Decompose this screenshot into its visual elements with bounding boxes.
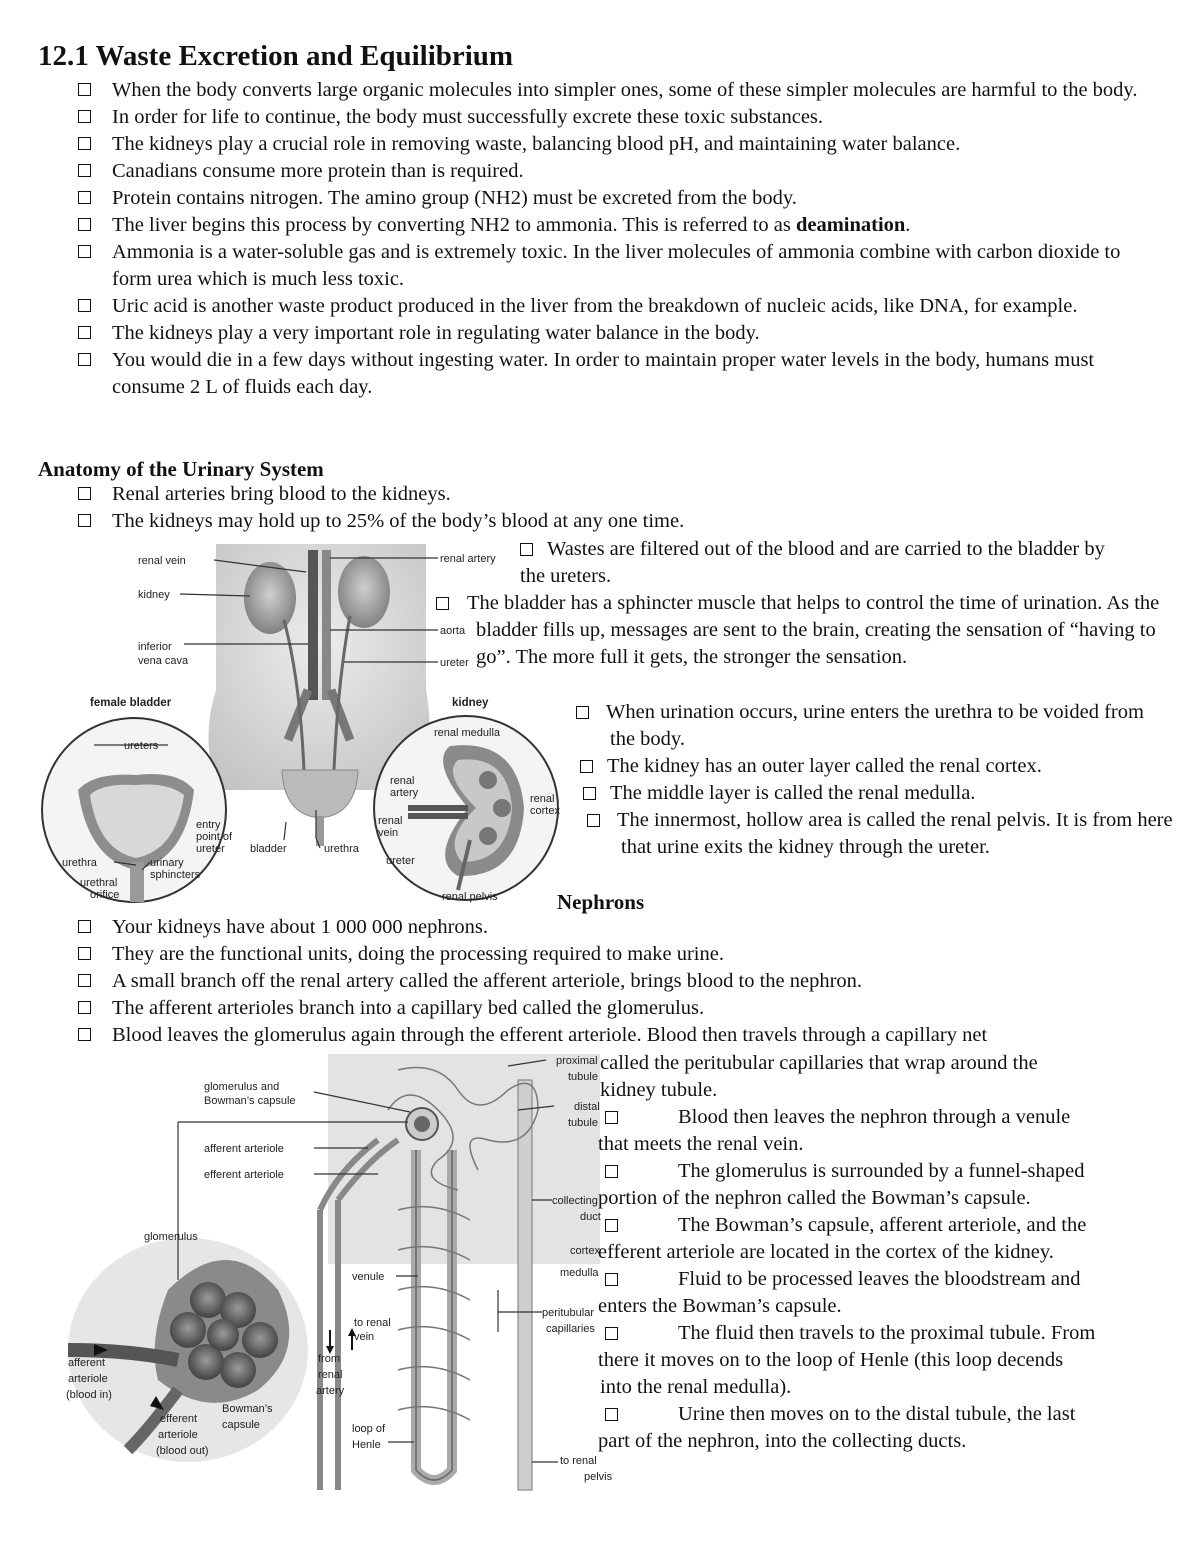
bullet-text: A small branch off the renal artery called the afferent arteriole, brings blood to the nephron. bbox=[112, 970, 863, 992]
bullet-text: The liver begins this process by converting NH2 to ammonia. This is referred to as bbox=[112, 214, 796, 236]
bullet-text: Blood leaves the glomerulus again through the efferent arteriole. Blood then travels through a capillary net bbox=[112, 1024, 988, 1046]
label-vein: vein bbox=[354, 1331, 375, 1343]
label-sphincters: sphincters bbox=[150, 869, 201, 881]
bullet-suffix: . bbox=[905, 214, 911, 236]
label-loop-of: loop of bbox=[352, 1423, 386, 1435]
checkbox-icon bbox=[78, 353, 91, 366]
label-blood-out: (blood out) bbox=[156, 1445, 209, 1457]
checkbox-icon bbox=[576, 706, 589, 719]
list-item bbox=[78, 941, 1168, 968]
label-renal-pelvis: renal pelvis bbox=[442, 891, 498, 903]
checkbox-icon bbox=[78, 83, 91, 96]
label-henle: Henle bbox=[352, 1439, 381, 1451]
side-item-bowman-cont: efferent arteriole are located in the cortex of the kidney. bbox=[598, 1241, 1054, 1263]
bladder-shape bbox=[282, 770, 358, 818]
bullet-text: The kidneys play a very important role in regulating water balance in the body. bbox=[112, 322, 760, 344]
bullet-text: The bladder has a sphincter muscle that helps to control the time of urination. As the bladder fills up, messages are sent to the brain, creating the sensation of “having to go”. The more full it gets, the stronger the sensation. bbox=[467, 592, 1160, 668]
checkbox-icon bbox=[78, 218, 91, 231]
label-vena-cava: vena cava bbox=[138, 655, 189, 667]
list-item bbox=[78, 347, 1158, 401]
label-ureter: ureter bbox=[440, 657, 469, 669]
checkbox-icon bbox=[78, 920, 91, 933]
label-blood-in: (blood in) bbox=[66, 1389, 112, 1401]
label-venule: venule bbox=[352, 1271, 385, 1283]
list-item bbox=[78, 158, 1158, 185]
deamination-term: deamination bbox=[795, 214, 906, 236]
side-item-urination bbox=[576, 699, 1170, 753]
label-vein-inset: vein bbox=[378, 827, 399, 839]
bullet-text: The kidneys may hold up to 25% of the body’s blood at any one time. bbox=[112, 510, 685, 532]
list-item bbox=[78, 293, 1158, 320]
checkbox-icon bbox=[605, 1219, 618, 1232]
checkbox-icon bbox=[78, 1028, 91, 1041]
bullet-text: Urine then moves on to the distal tubule, the last bbox=[678, 1403, 1076, 1425]
checkbox-icon bbox=[78, 487, 91, 500]
list-item bbox=[78, 212, 1158, 239]
label-kidney: kidney bbox=[138, 589, 170, 601]
label-tubule-distal: tubule bbox=[568, 1117, 598, 1129]
label-proximal: proximal bbox=[556, 1055, 598, 1067]
side-item-sphincter bbox=[436, 590, 1166, 671]
list-item bbox=[78, 1022, 1168, 1049]
side-item-glomerulus bbox=[605, 1158, 1085, 1185]
label-artery: artery bbox=[316, 1385, 345, 1397]
label-renal-vein-inset: renal bbox=[378, 815, 403, 827]
bullet-text: Renal arteries bring blood to the kidneys. bbox=[112, 483, 451, 505]
label-bladder: bladder bbox=[250, 843, 287, 855]
checkbox-icon bbox=[605, 1327, 618, 1340]
label-peritubular: peritubular bbox=[542, 1307, 594, 1319]
checkbox-icon bbox=[78, 245, 91, 258]
bullet-text: The afferent arterioles branch into a capillary bed called the glomerulus. bbox=[112, 997, 705, 1019]
label-ureter-kidney: ureter bbox=[386, 855, 415, 867]
bullet-text: They are the functional units, doing the processing required to make urine. bbox=[112, 943, 724, 965]
bullet-text: The glomerulus is surrounded by a funnel-shaped bbox=[678, 1160, 1085, 1182]
list-item bbox=[78, 481, 1158, 508]
label-urinary: urinary bbox=[150, 857, 184, 869]
label-renal: renal bbox=[318, 1369, 343, 1381]
checkbox-icon bbox=[78, 974, 91, 987]
list-item bbox=[78, 968, 1168, 995]
nephrons-list bbox=[78, 914, 1168, 1049]
bullet-text: In order for life to continue, the body must successfully excrete these toxic substances. bbox=[112, 106, 824, 128]
label-bowmans-capsule: Bowman’s capsule bbox=[204, 1095, 296, 1107]
list-item bbox=[78, 320, 1158, 347]
label-to-renal: to renal bbox=[354, 1317, 391, 1329]
checkbox-icon bbox=[78, 947, 91, 960]
label-to-renal-pelvis: to renal bbox=[560, 1455, 597, 1467]
label-inferior: inferior bbox=[138, 641, 172, 653]
label-pelvis: pelvis bbox=[584, 1471, 613, 1483]
checkbox-icon bbox=[78, 164, 91, 177]
label-afferent-arteriole: afferent arteriole bbox=[204, 1143, 284, 1155]
side-item-glomerulus-cont: portion of the nephron called the Bowman’s capsule. bbox=[598, 1187, 1031, 1209]
label-efferent-arteriole: efferent arteriole bbox=[204, 1169, 284, 1181]
checkbox-icon bbox=[605, 1273, 618, 1286]
checkbox-icon bbox=[78, 191, 91, 204]
list-item bbox=[78, 995, 1168, 1022]
label-from: from bbox=[318, 1353, 340, 1365]
label-duct: duct bbox=[580, 1211, 601, 1223]
label-female-bladder: female bladder bbox=[90, 697, 172, 709]
checkbox-icon bbox=[78, 299, 91, 312]
page-title: 12.1 Waste Excretion and Equilibrium bbox=[38, 40, 514, 72]
label-arteriole-out: arteriole bbox=[158, 1429, 198, 1441]
side-item-proximal-cont2: into the renal medulla). bbox=[600, 1376, 792, 1398]
list-item bbox=[78, 185, 1158, 212]
nephrons-heading: Nephrons bbox=[557, 890, 645, 914]
label-urethra: urethra bbox=[324, 843, 359, 855]
checkbox-icon bbox=[78, 137, 91, 150]
bullet-text: The fluid then travels to the proximal tubule. From bbox=[678, 1322, 1096, 1344]
side-item-bowman bbox=[605, 1212, 1086, 1239]
label-point-of: point of bbox=[196, 831, 233, 843]
checkbox-icon bbox=[605, 1111, 618, 1124]
label-tubule: tubule bbox=[568, 1071, 598, 1083]
list-item bbox=[78, 77, 1158, 104]
checkbox-icon bbox=[436, 597, 449, 610]
label-artery-inset: artery bbox=[390, 787, 419, 799]
cortex-region bbox=[328, 1054, 600, 1264]
bullet-text: You would die in a few days without ingesting water. In order to maintain proper water levels in the body, humans must consume 2 L of fluids each day. bbox=[112, 349, 1095, 398]
side-item-medulla bbox=[583, 780, 1143, 807]
label-renal-artery-inset: renal bbox=[390, 775, 415, 787]
bullet-text: Blood then leaves the nephron through a venule bbox=[678, 1106, 1071, 1128]
side-item-cortex bbox=[580, 753, 1140, 780]
side-item-wastes bbox=[520, 536, 1120, 590]
label-glomerulus-and: glomerulus and bbox=[204, 1081, 280, 1093]
side-item-venule bbox=[605, 1104, 1070, 1131]
label-glomerulus: glomerulus bbox=[144, 1231, 198, 1243]
continuation-line-2: kidney tubule. bbox=[600, 1079, 718, 1101]
label-renal-artery: renal artery bbox=[440, 553, 496, 565]
bullet-text: Uric acid is another waste product produced in the liver from the breakdown of nucleic acids, like DNA, for example. bbox=[112, 295, 1078, 317]
bullet-text: When urination occurs, urine enters the urethra to be voided from the body. bbox=[606, 701, 1144, 750]
checkbox-icon bbox=[580, 760, 593, 773]
label-orifice: orifice bbox=[90, 889, 120, 901]
checkbox-icon bbox=[78, 1001, 91, 1014]
list-item bbox=[78, 239, 1158, 293]
side-item-venule-cont: that meets the renal vein. bbox=[598, 1133, 804, 1155]
side-item-distal-cont: part of the nephron, into the collecting ducts. bbox=[598, 1430, 967, 1452]
label-urethral: urethral bbox=[80, 877, 118, 889]
label-cortex: cortex bbox=[530, 805, 560, 817]
side-item-pelvis bbox=[587, 807, 1191, 861]
label-aorta: aorta bbox=[440, 625, 466, 637]
bullet-text: Ammonia is a water-soluble gas and is extremely toxic. In the liver molecules of ammonia combine with carbon dioxide to form urea which is much less toxic. bbox=[112, 241, 1121, 290]
list-item bbox=[78, 914, 1168, 941]
checkbox-icon bbox=[520, 543, 533, 556]
label-urethra-inset: urethra bbox=[62, 857, 97, 869]
list-item bbox=[78, 508, 1158, 535]
checkbox-icon bbox=[605, 1165, 618, 1178]
side-item-proximal bbox=[605, 1320, 1095, 1347]
checkbox-icon bbox=[78, 514, 91, 527]
side-item-fluid bbox=[605, 1266, 1081, 1293]
checkbox-icon bbox=[587, 814, 600, 827]
bullet-text: Canadians consume more protein than is required. bbox=[112, 160, 524, 182]
nephron-figure bbox=[38, 1050, 628, 1500]
continuation-line-1: called the peritubular capillaries that wrap around the bbox=[600, 1052, 1038, 1074]
label-ureter-inset: ureter bbox=[196, 843, 225, 855]
label-medulla: medulla bbox=[560, 1267, 599, 1279]
label-efferent: efferent bbox=[160, 1413, 198, 1425]
label-capillaries: capillaries bbox=[546, 1323, 595, 1335]
left-kidney-shape bbox=[244, 562, 296, 634]
bullet-text: The innermost, hollow area is called the renal pelvis. It is from here that urine exits the kidney through the ureter. bbox=[617, 809, 1173, 858]
side-item-distal bbox=[605, 1401, 1075, 1428]
anatomy-list bbox=[78, 481, 1158, 535]
list-item bbox=[78, 104, 1158, 131]
checkbox-icon bbox=[78, 110, 91, 123]
label-afferent: afferent bbox=[68, 1357, 106, 1369]
list-item bbox=[78, 131, 1158, 158]
checkbox-icon bbox=[605, 1408, 618, 1421]
bullet-text: The middle layer is called the renal medulla. bbox=[610, 782, 976, 804]
side-item-fluid-cont: enters the Bowman’s capsule. bbox=[598, 1295, 842, 1317]
waste-excretion-list bbox=[78, 77, 1158, 401]
label-arteriole-in: arteriole bbox=[68, 1373, 108, 1385]
checkbox-icon bbox=[583, 787, 596, 800]
label-renal-medulla: renal medulla bbox=[434, 727, 501, 739]
bullet-text: Wastes are filtered out of the blood and are carried to the bladder by the ureters. bbox=[520, 538, 1105, 587]
label-capsule: capsule bbox=[222, 1419, 260, 1431]
label-distal: distal bbox=[574, 1101, 600, 1113]
label-entry: entry bbox=[196, 819, 221, 831]
bullet-text: The Bowman’s capsule, afferent arteriole, and the bbox=[678, 1214, 1087, 1236]
label-collecting: collecting bbox=[552, 1195, 598, 1207]
checkbox-icon bbox=[78, 326, 91, 339]
right-kidney-shape bbox=[338, 556, 390, 628]
side-item-proximal-cont: there it moves on to the loop of Henle (this loop decends bbox=[598, 1349, 1064, 1371]
label-renal-vein: renal vein bbox=[138, 555, 186, 567]
bullet-text: The kidneys play a crucial role in removing waste, balancing blood pH, and maintaining water balance. bbox=[112, 133, 961, 155]
label-ureters: ureters bbox=[124, 740, 159, 752]
label-kidney-inset: kidney bbox=[452, 697, 489, 709]
bullet-text: Your kidneys have about 1 000 000 nephrons. bbox=[112, 916, 488, 938]
label-cortex: cortex bbox=[570, 1245, 600, 1257]
bullet-text: When the body converts large organic molecules into simpler ones, some of these simpler molecules are harmful to the body. bbox=[112, 79, 1138, 101]
bullet-text: Fluid to be processed leaves the bloodstream and bbox=[678, 1268, 1081, 1290]
anatomy-heading: Anatomy of the Urinary System bbox=[38, 457, 324, 481]
bullet-text: The kidney has an outer layer called the renal cortex. bbox=[607, 755, 1042, 777]
bullet-text: Protein contains nitrogen. The amino group (NH2) must be excreted from the body. bbox=[112, 187, 797, 209]
label-renal-cortex: renal bbox=[530, 793, 555, 805]
label-bowmans: Bowman’s bbox=[222, 1403, 273, 1415]
